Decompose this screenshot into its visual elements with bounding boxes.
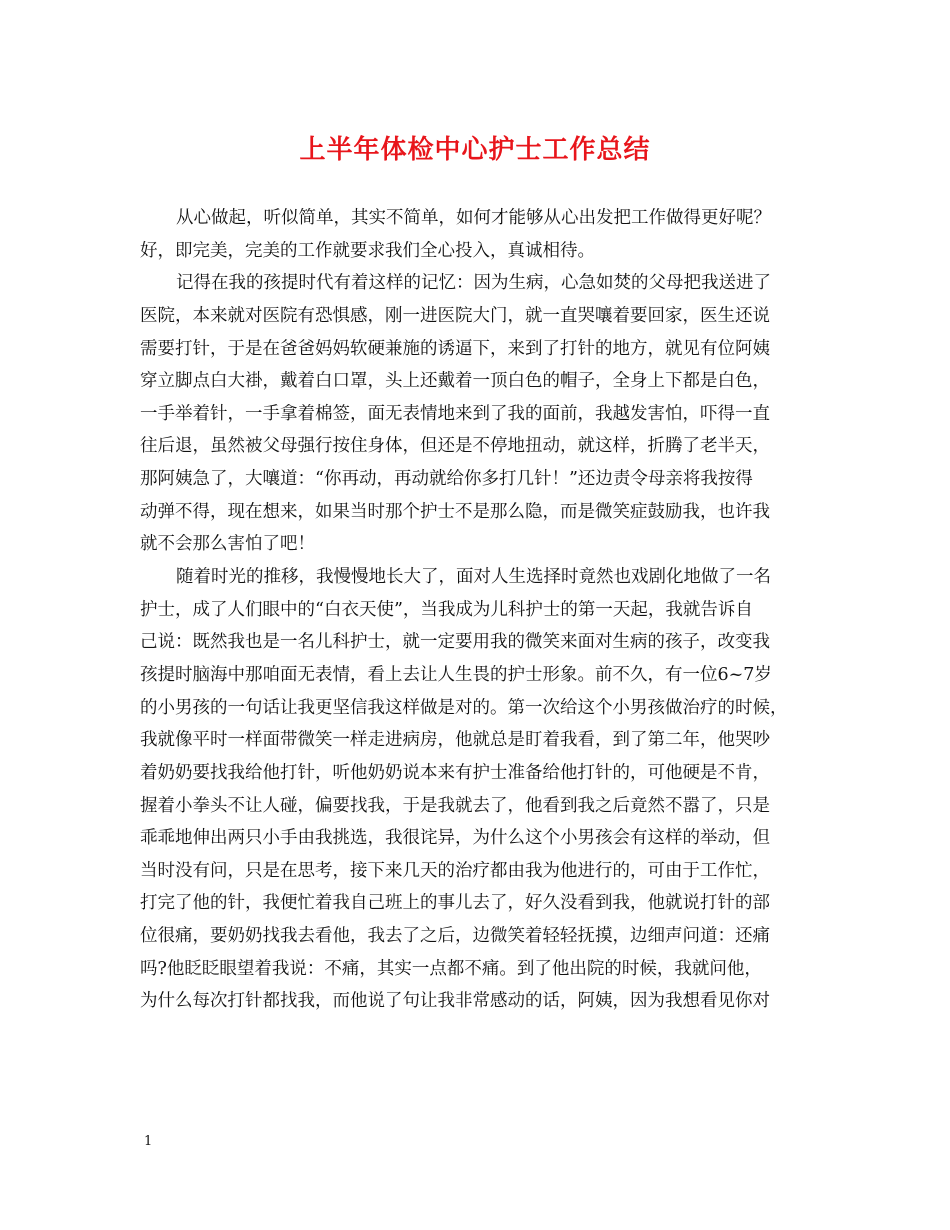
body-line: 医院，本来就对医院有恐惧感，刚一进医院大门，就一直哭嚷着要回家，医生还说: [140, 305, 770, 326]
body-line: 随着时光的推移，我慢慢地长大了，面对人生选择时竟然也戏剧化地做了一名: [176, 567, 771, 588]
body-line: 记得在我的孩提时代有着这样的记忆：因为生病，心急如焚的父母把我送进了: [176, 273, 771, 294]
body-line: 位很痛，要奶奶找我去看他，我去了之后，边微笑着轻轻抚摸，边细声问道：还痛: [140, 926, 770, 947]
body-line: 护士，成了人们眼中的“白衣天使”，当我成为儿科护士的第一天起，我就告诉自: [140, 599, 753, 620]
body-line: 往后退，虽然被父母强行按住身体，但还是不停地扭动，就这样，折腾了老半天，: [140, 436, 770, 457]
body-line: 那阿姨急了，大嚷道：“你再动，再动就给你多打几针！”还边责令母亲将我按得: [140, 469, 753, 490]
body-line: 的小男孩的一句话让我更坚信我这样做是对的。第一次给这个小男孩做治疗的时候，: [140, 697, 788, 718]
body-line: 孩提时脑海中那咱面无表情，看上去让人生畏的护士形象。前不久，有一位6~7岁: [140, 664, 772, 685]
body-line: 好，即完美，完美的工作就要求我们全心投入，真诚相待。: [140, 240, 595, 261]
document-title: 上半年体检中心护士工作总结: [299, 135, 651, 165]
document-body: [140, 202, 820, 1018]
body-line: 穿立脚点白大褂，戴着白口罩，头上还戴着一顶白色的帽子，全身上下都是白色，: [140, 371, 770, 392]
body-line: 为什么每次打针都找我，而他说了句让我非常感动的话，阿姨，因为我想看见你对: [140, 991, 770, 1012]
body-line: 吗?他眨眨眼望着我说：不痛，其实一点都不痛。到了他出院的时候，我就问他，: [140, 958, 762, 979]
body-line: 握着小拳头不让人碰，偏要找我，于是我就去了，他看到我之后竟然不嚣了，只是: [140, 795, 770, 816]
body-line: 需要打针，于是在爸爸妈妈软硬兼施的诱逼下，来到了打针的地方，就见有位阿姨: [140, 338, 770, 359]
body-line: 从心做起，听似简单，其实不简单，如何才能够从心出发把工作做得更好呢？: [176, 208, 771, 228]
body-line: 乖乖地伸出两只小手由我挑选，我很诧异，为什么这个小男孩会有这样的举动，但: [140, 828, 770, 849]
body-line: 一手举着针，一手拿着棉签，面无表情地来到了我的面前，我越发害怕，吓得一直: [140, 403, 770, 424]
body-line: 我就像平时一样面带微笑一样走进病房，他就总是盯着我看，到了第二年，他哭吵: [140, 730, 770, 751]
body-line: 着奶奶要找我给他打针，听他奶奶说本来有护士准备给他打针的，可他硬是不肯，: [140, 762, 770, 783]
body-line: 当时没有问，只是在思考，接下来几天的治疗都由我为他进行的，可由于工作忙，: [140, 860, 770, 881]
body-line: 就不会那么害怕了吧！: [140, 534, 315, 555]
page-number: 1: [144, 1134, 153, 1149]
body-line: 打完了他的针，我便忙着我自己班上的事儿去了，好久没看到我，他就说打针的部: [140, 893, 770, 914]
body-line: 己说：既然我也是一名儿科护士，就一定要用我的微笑来面对生病的孩子，改变我: [140, 632, 770, 653]
body-line: 动弹不得，现在想来，如果当时那个护士不是那么隐，而是微笑症鼓励我，也许我: [140, 501, 770, 522]
